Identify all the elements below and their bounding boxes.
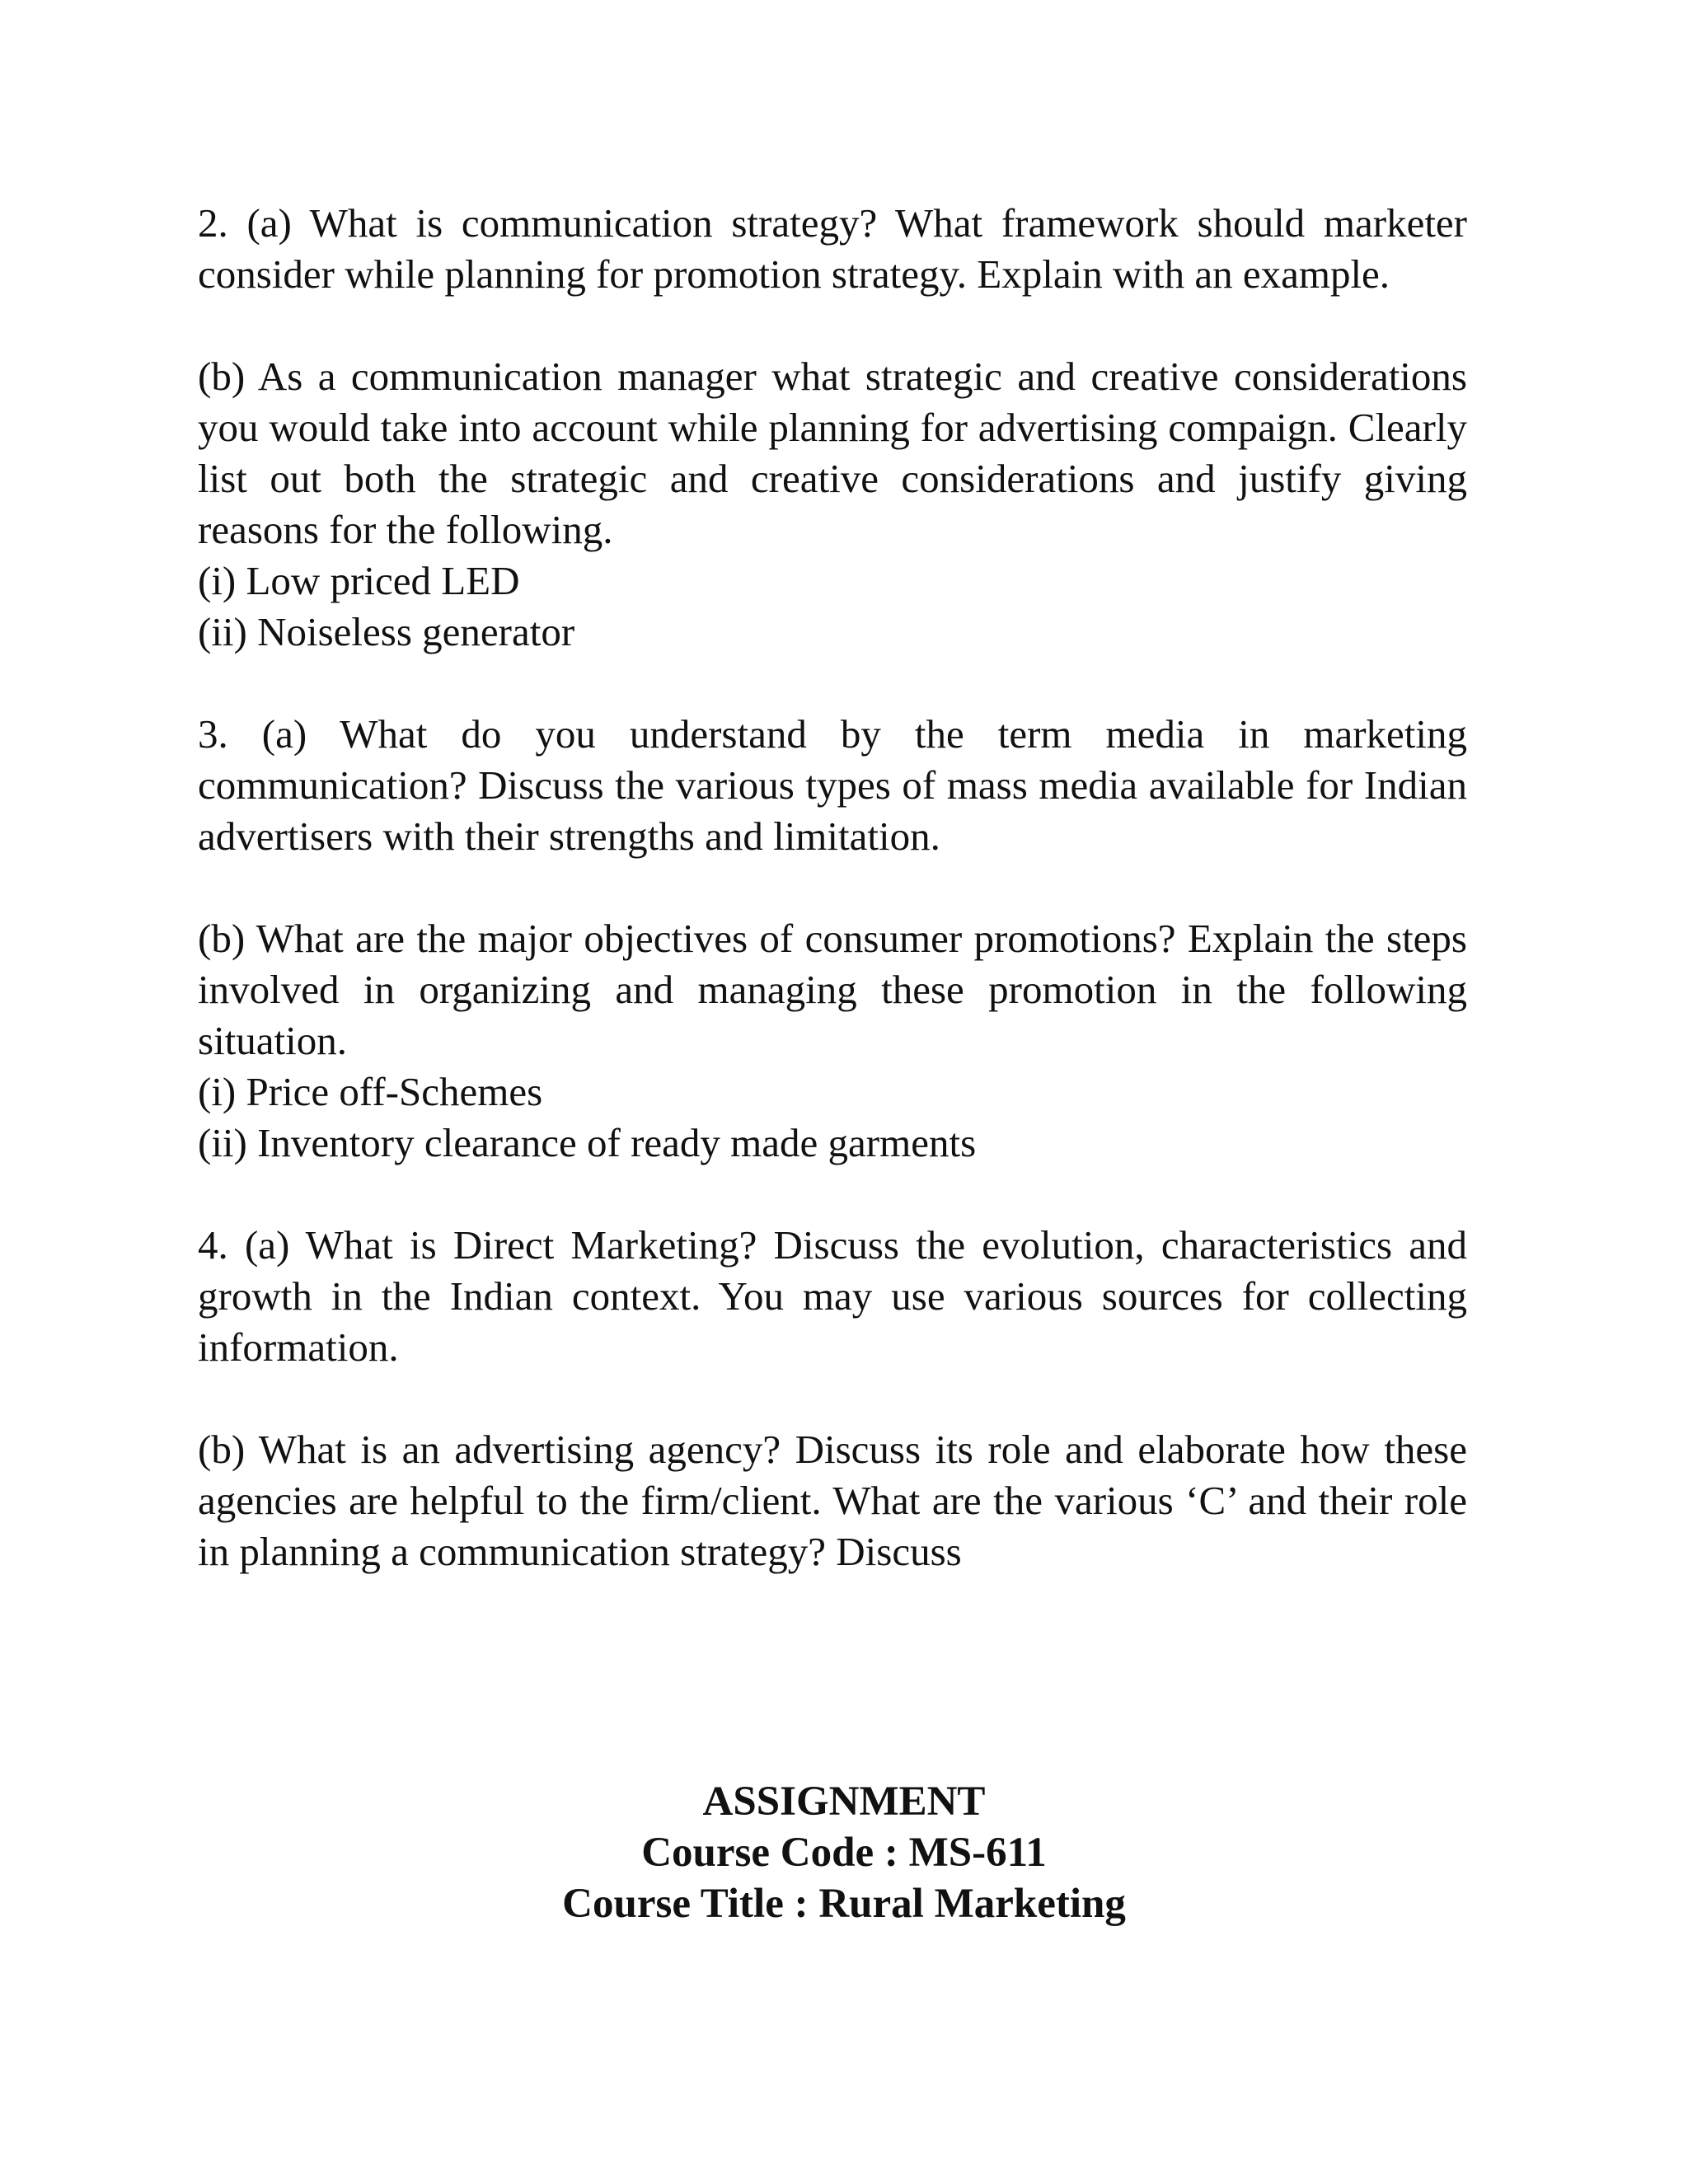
question-3b: (b) What are the major objectives of consumer promotions? Explain the steps involved in organizing and managing these promotion in the following situation. — [198, 916, 1467, 1063]
question-2b: (b) As a communication manager what strategic and creative considerations you would take into account while planning for advertising compaign. Clearly list out both the strategic and creative considerations and justify giving reasons for the following. — [198, 354, 1467, 552]
assignment-heading — [0, 1776, 1688, 1929]
question-3a: 3. (a) What do you understand by the term media in marketing communication? Discuss the various types of mass media available for Indian advertisers with their strengths and limitation. — [198, 711, 1467, 859]
question-4b: (b) What is an advertising agency? Discuss its role and elaborate how these agencies are helpful to the firm/client. What are the various ‘C’ and their role in planning a communication strategy? Discuss — [198, 1427, 1467, 1574]
course-title: Course Title : Rural Marketing — [562, 1881, 1126, 1927]
question-3b-item-1: (i) Price off-Schemes — [198, 1069, 543, 1114]
question-4a: 4. (a) What is Direct Marketing? Discuss the evolution, characteristics and growth in the Indian context. You may use various sources for collecting information. — [198, 1222, 1467, 1370]
question-2a: 2. (a) What is communication strategy? What framework should marketer consider while planning for promotion strategy. Explain with an example. — [198, 200, 1467, 297]
question-3b-item-2: (ii) Inventory clearance of ready made garments — [198, 1120, 977, 1165]
question-list — [198, 198, 1467, 1577]
question-2b-item-2: (ii) Noiseless generator — [198, 609, 575, 654]
course-code: Course Code : MS-611 — [641, 1830, 1047, 1876]
assignment-title: ASSIGNMENT — [702, 1779, 986, 1825]
question-2b-item-1: (i) Low priced LED — [198, 558, 520, 603]
